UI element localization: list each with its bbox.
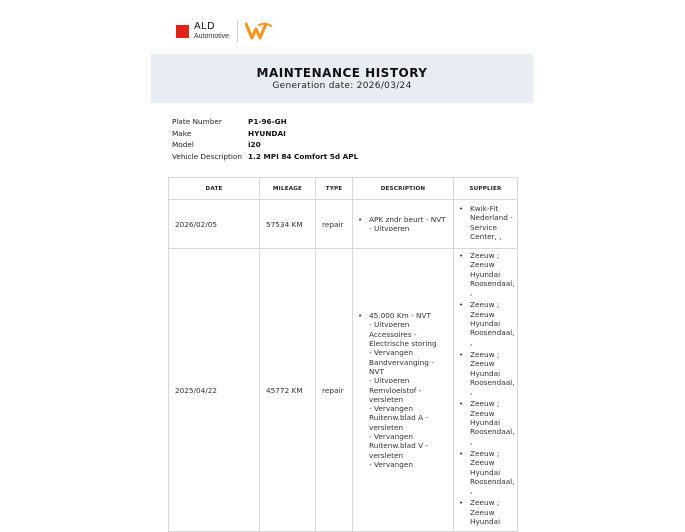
make-value: HYUNDAI bbox=[248, 128, 286, 138]
report-header bbox=[151, 54, 533, 103]
leaseplan-logo-icon bbox=[245, 21, 273, 41]
date-column-header: DATE bbox=[169, 178, 260, 200]
mileage-column-header: MILEAGE bbox=[260, 178, 316, 200]
description-cell bbox=[353, 249, 454, 532]
supplier-item: • Zeeuw ; Zeeuw Hyundai Roosendaal, , bbox=[457, 251, 515, 297]
vehicle-info-row bbox=[172, 151, 358, 163]
type-column-header: TYPE bbox=[316, 178, 353, 200]
description-text: • APK zndr beurt - NVT - Uitvoeren bbox=[356, 215, 451, 234]
supplier-column-header: SUPPLIER bbox=[454, 178, 518, 200]
supplier-item: • Zeeuw ; Zeeuw Hyundai bbox=[457, 498, 515, 526]
logo-bar bbox=[176, 20, 273, 42]
supplier-item: • Zeeuw ; Zeeuw Hyundai Roosendaal, , bbox=[457, 399, 515, 445]
mileage-cell: 45772 KM bbox=[260, 249, 316, 532]
supplier-cell bbox=[454, 200, 518, 249]
ald-logo-square bbox=[176, 25, 189, 38]
ald-logo-text bbox=[194, 22, 229, 40]
mileage-cell: 57534 KM bbox=[260, 200, 316, 249]
model-value: i20 bbox=[248, 140, 261, 150]
ald-logo-subtitle: Automotive bbox=[194, 33, 230, 40]
make-label: Make bbox=[172, 128, 192, 138]
vehicle-description-label: Vehicle Description bbox=[172, 151, 242, 161]
vehicle-info-row bbox=[172, 139, 358, 151]
page-title: MAINTENANCE HISTORY bbox=[256, 66, 428, 80]
supplier-cell bbox=[454, 249, 518, 532]
plate-number-label: Plate Number bbox=[172, 117, 222, 127]
maintenance-table bbox=[168, 177, 518, 532]
table-row bbox=[169, 200, 518, 249]
model-label: Model bbox=[172, 140, 194, 150]
table-header-row bbox=[169, 178, 518, 200]
description-text: • 45.000 Km - NVT - Uitvoeren Accessoires - Electrische storing - Vervangen Bandvervanging - NVT - Uitvoeren Remvloeistof - versleten - Vervangen Ruitenw.blad A - versleten - Vervangen Ruitenw.blad V - versleten - Vervangen bbox=[356, 311, 451, 469]
plate-number-value: P1-96-GH bbox=[248, 117, 287, 127]
logo-divider bbox=[237, 20, 238, 42]
description-column-header: DESCRIPTION bbox=[353, 178, 454, 200]
description-cell bbox=[353, 200, 454, 249]
vehicle-info-row bbox=[172, 116, 358, 128]
ald-logo-name: ALD bbox=[194, 21, 215, 32]
type-cell: repair bbox=[316, 249, 353, 532]
supplier-item: • Zeeuw ; Zeeuw Hyundai Roosendaal, , bbox=[457, 300, 515, 346]
vehicle-info bbox=[172, 116, 358, 162]
table-row bbox=[169, 249, 518, 532]
vehicle-description-value: 1.2 MPI 84 Comfort 5d APL bbox=[248, 151, 359, 161]
supplier-item: • Zeeuw ; Zeeuw Hyundai Roosendaal, , bbox=[457, 449, 515, 495]
type-cell: repair bbox=[316, 200, 353, 249]
date-cell: 2026/02/05 bbox=[169, 200, 260, 249]
supplier-item: • Zeeuw ; Zeeuw Hyundai Roosendaal, , bbox=[457, 350, 515, 396]
vehicle-info-row bbox=[172, 128, 358, 140]
generation-date: Generation date: 2026/03/24 bbox=[272, 81, 412, 91]
date-cell: 2025/04/22 bbox=[169, 249, 260, 532]
supplier-item: • Kwik-Fit Nederland - Service Center, , bbox=[457, 204, 515, 241]
